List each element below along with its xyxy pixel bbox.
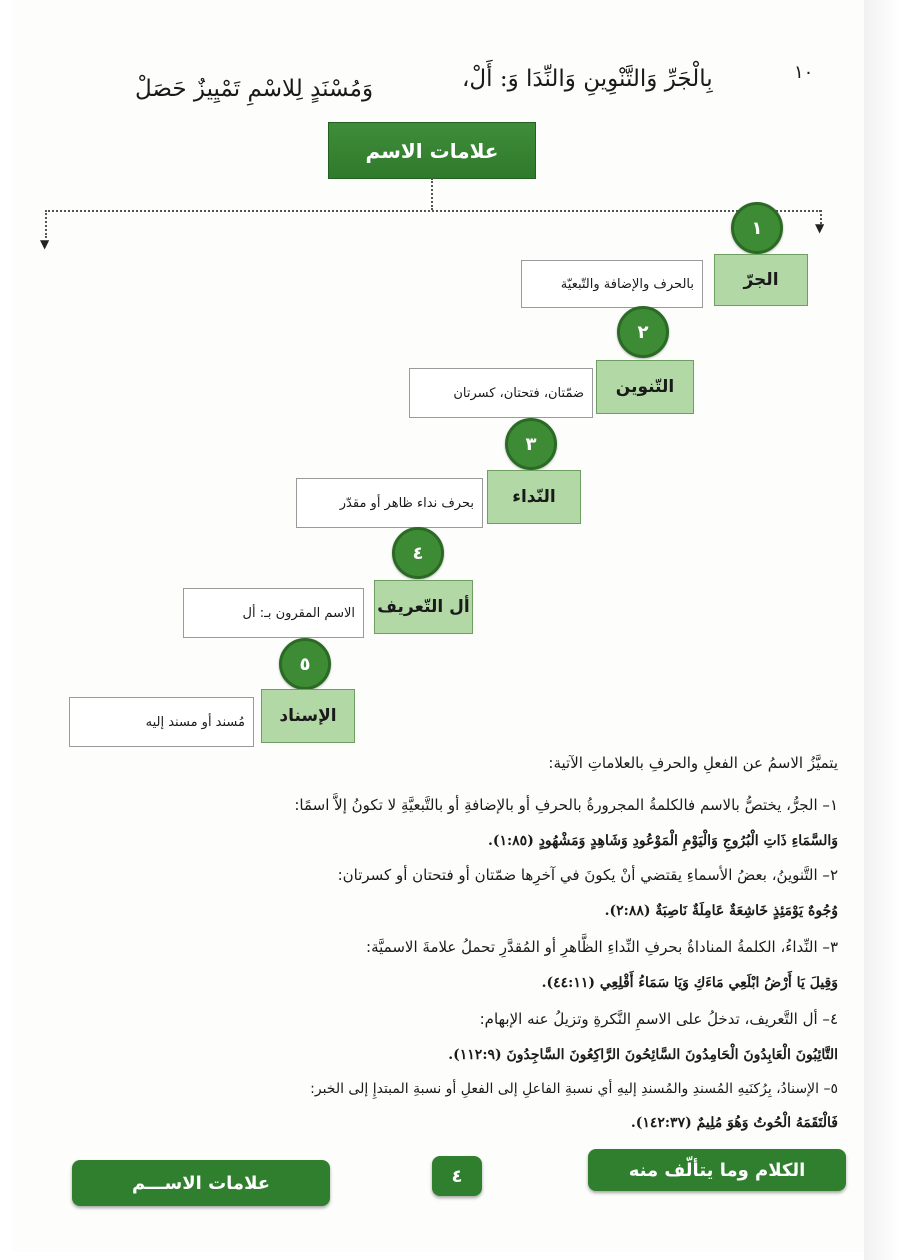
explanation-item-text: ١– الجرُّ، يختصُّ بالاسم فالكلمةُ المجرورةُ بالحرفِ أو بالإضافةِ أو بالتَّبعيَّةِ لا تكونُ إلاَّ اسمًا: (294, 796, 838, 814)
explanation-item-text: ٤– أل التَّعريف، تدخلُ على الاسمِ النَّكرةِ وتزيلُ عنه الإبهام: (479, 1010, 838, 1028)
sign-description-isnad: مُسند أو مسند إليه (69, 697, 254, 747)
step-number-badge: ٥ (279, 638, 331, 690)
sign-label-nidaa: النّداء (487, 470, 581, 524)
connector-vertical (431, 178, 433, 210)
sign-label-isnad: الإسناد (261, 689, 355, 743)
quran-verse: وَقِيلَ يَا أَرْضُ ابْلَعِي مَاءَكِ وَيَا سَمَاءُ أَقْلِعِي (٤٤:١١). (541, 975, 838, 991)
page-number: ١٠ (794, 62, 814, 83)
explanation-item-text: ٥– الإسنادُ، بِرُكنَيهِ المُسندِ والمُسندِ إليهِ أي نسبةِ الفاعلِ إلى الفعلِ أو نسبةِ المبتدإِ إلى الخبر: (310, 1081, 838, 1097)
footer-page-number: ٤ (432, 1156, 482, 1196)
explanation-item-text: ٢– التَّنوينُ، بعضُ الأسماءِ يقتضي أنْ يكونَ في آخرِها ضمّتان أو فتحتان أو كسرتان: (337, 866, 838, 884)
step-number-badge: ١ (731, 202, 783, 254)
footer-chapter-label: الكلام وما يتألّف منه (588, 1149, 846, 1191)
arrow-down-right-icon: ▼ (815, 221, 825, 235)
sign-label-al-tarif: أل التّعريف (374, 580, 473, 634)
explanation-intro: يتميَّزُ الاسمُ عن الفعلِ والحرفِ بالعلاماتِ الآتية: (548, 754, 838, 772)
explanation-item-text: ٣– النِّداءُ، الكلمةُ المناداةُ بحرفِ النِّداءِ الظَّاهرِ أو المُقدَّرِ تحملُ علامةَ الاسميَّة: (366, 938, 838, 956)
sign-description-jarr: بالحرف والإضافة والتّبعيّة (521, 260, 703, 308)
step-number-badge: ٣ (505, 418, 557, 470)
sign-label-tanween: التّنوين (596, 360, 694, 414)
footer-section-label: علامات الاســـم (72, 1160, 330, 1206)
connector-left-drop (45, 210, 47, 238)
quran-verse: وَالسَّمَاءِ ذَاتِ الْبُرُوجِ وَالْيَوْمِ الْمَوْعُودِ وَشَاهِدٍ وَمَشْهُودٍ (١:٨٥). (487, 833, 838, 849)
step-number-badge: ٢ (617, 306, 669, 358)
diagram-title: علامات الاسم (328, 122, 536, 179)
sign-label-jarr: الجرّ (714, 254, 808, 306)
sign-description-nidaa: بحرف نداء ظاهر أو مقدّر (296, 478, 483, 528)
step-number-badge: ٤ (392, 527, 444, 579)
poem-verse-first-half: بِالْجَرِّ وَالتَّنْوِينِ وَالنِّدَا وَ: أَلْ، (462, 66, 713, 92)
page-edge-shadow (864, 0, 900, 1260)
quran-verse: التَّائِبُونَ الْعَابِدُونَ الْحَامِدُونَ السَّائِحُونَ الرَّاكِعُونَ السَّاجِدُونَ (١١٢:٩). (448, 1047, 838, 1063)
sign-description-al-tarif: الاسم المقرون بـ: أل (183, 588, 364, 638)
sign-description-tanween: ضمّتان، فتحتان، كسرتان (409, 368, 593, 418)
poem-verse-second-half: وَمُسْنَدٍ لِلاسْمِ تَمْيِيزٌ حَصَلْ (135, 76, 374, 102)
arrow-down-left-icon: ▼ (40, 237, 50, 251)
quran-verse: وُجُوهٌ يَوْمَئِذٍ خَاشِعَةٌ عَامِلَةٌ نَاصِبَةٌ (٢:٨٨). (604, 903, 838, 919)
connector-horizontal (45, 210, 821, 212)
quran-verse: فَالْتَقَمَهُ الْحُوتُ وَهُوَ مُلِيمٌ (١٤٢:٣٧). (630, 1115, 838, 1131)
